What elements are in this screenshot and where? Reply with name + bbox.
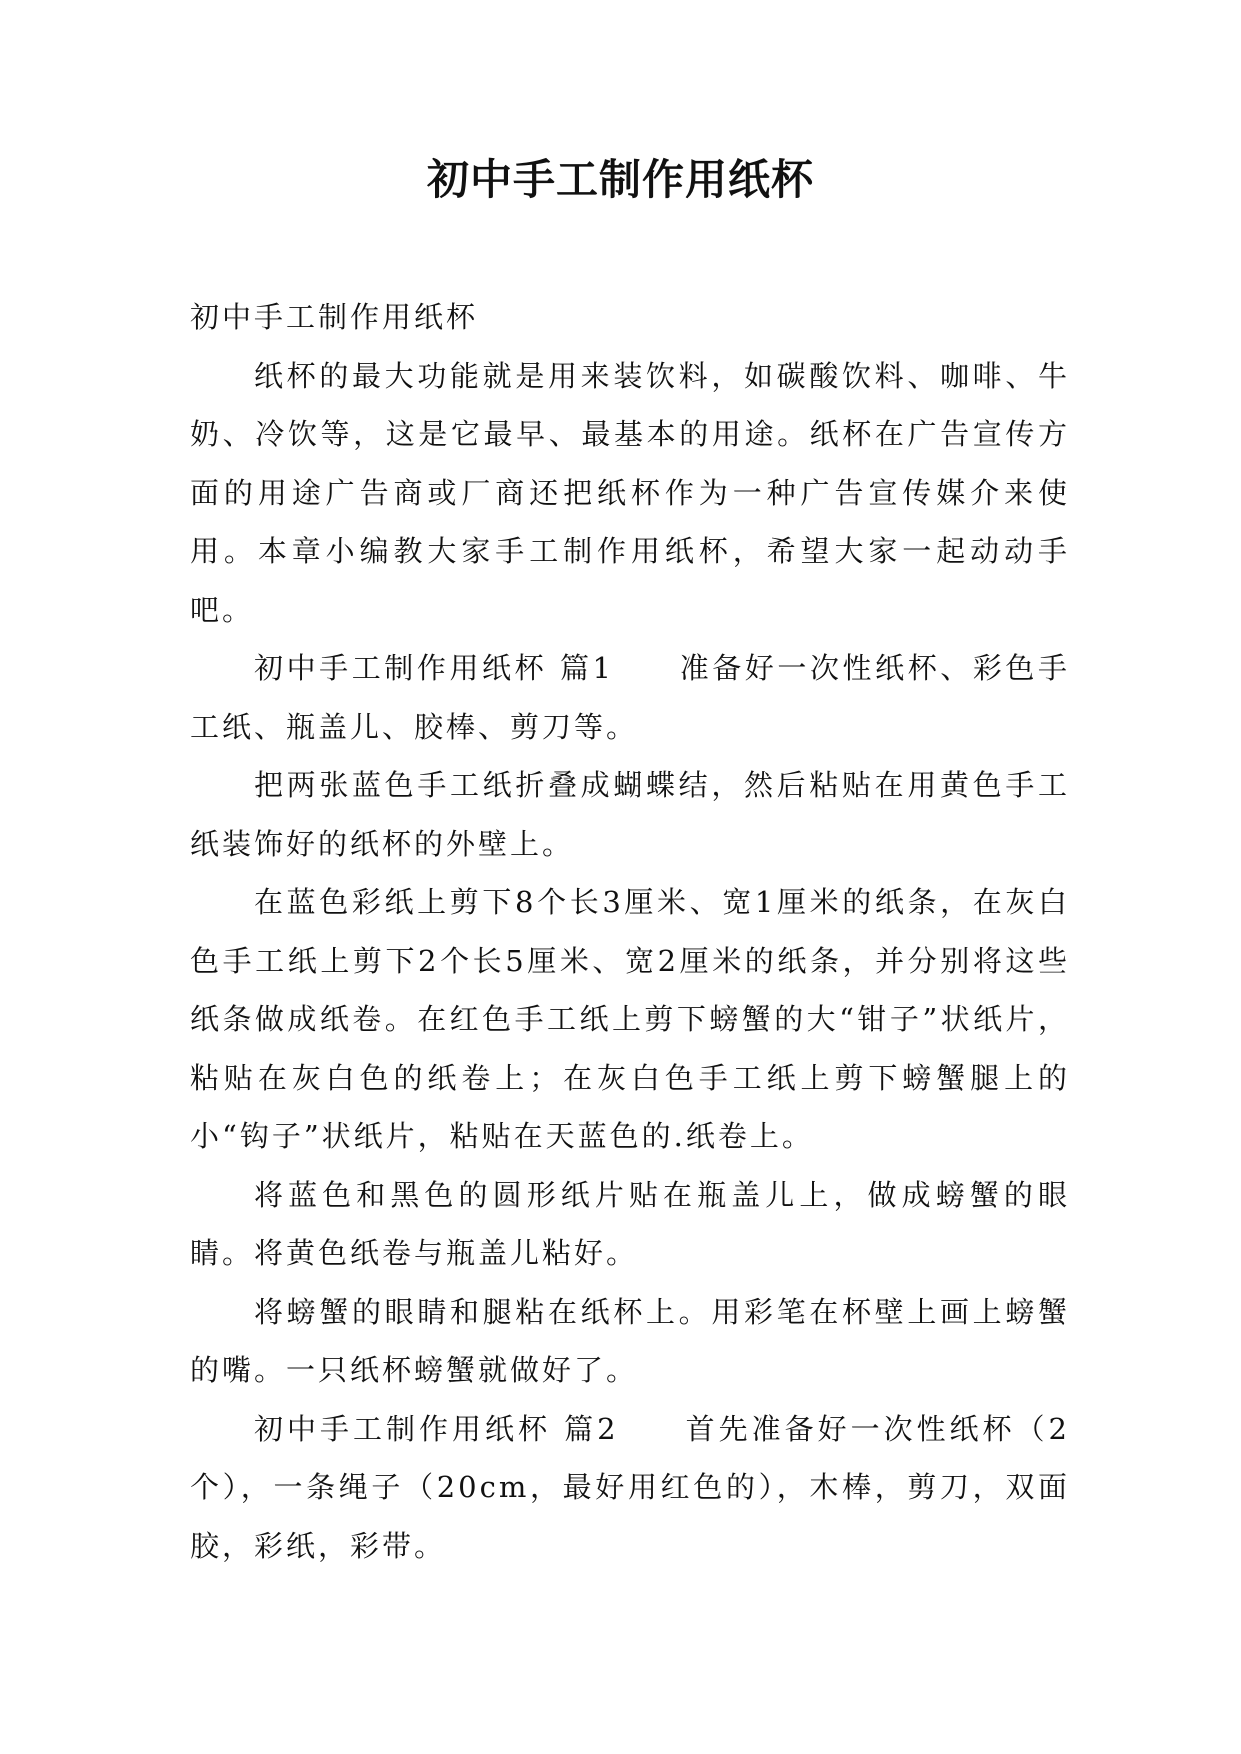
- intro-paragraph: 纸杯的最大功能就是用来装饮料，如碳酸饮料、咖啡、牛奶、冷饮等，这是它最早、最基本的用途。纸杯在广告宣传方面的用途广告商或厂商还把纸杯作为一种广告宣传媒介来使用。本章小编教大家手工制作用纸杯，希望大家一起动动手吧。: [190, 358, 1070, 627]
- subtitle-paragraph: 初中手工制作用纸杯: [190, 300, 479, 334]
- section-2-paragraph: 初中手工制作用纸杯 篇2 首先准备好一次性纸杯（2个），一条绳子（20cm，最好用红色的），木棒，剪刀，双面胶，彩纸，彩带。: [190, 1411, 1070, 1563]
- document-title: 初中手工制作用纸杯: [426, 155, 814, 204]
- document-body: [190, 288, 1070, 1575]
- section-1-paragraph: 初中手工制作用纸杯 篇1 准备好一次性纸杯、彩色手工纸、瓶盖儿、胶棒、剪刀等。: [190, 651, 1070, 744]
- step-eyes-paragraph: 将蓝色和黑色的圆形纸片贴在瓶盖儿上，做成螃蟹的眼睛。将黄色纸卷与瓶盖儿粘好。: [190, 1177, 1070, 1270]
- step-paper-rolls-paragraph: 在蓝色彩纸上剪下8个长3厘米、宽1厘米的纸条，在灰白色手工纸上剪下2个长5厘米、宽2厘米的纸条，并分别将这些纸条做成纸卷。在红色手工纸上剪下螃蟹的大“钳子”状纸片，粘贴在灰白色的纸卷上；在灰白色手工纸上剪下螃蟹腿上的小“钩子”状纸片，粘贴在天蓝色的.纸卷上。: [190, 885, 1070, 1153]
- step-bowknot-paragraph: 把两张蓝色手工纸折叠成蝴蝶结，然后粘贴在用黄色手工纸装饰好的纸杯的外壁上。: [190, 768, 1070, 861]
- step-finish-paragraph: 将螃蟹的眼睛和腿粘在纸杯上。用彩笔在杯壁上画上螃蟹的嘴。一只纸杯螃蟹就做好了。: [190, 1294, 1070, 1387]
